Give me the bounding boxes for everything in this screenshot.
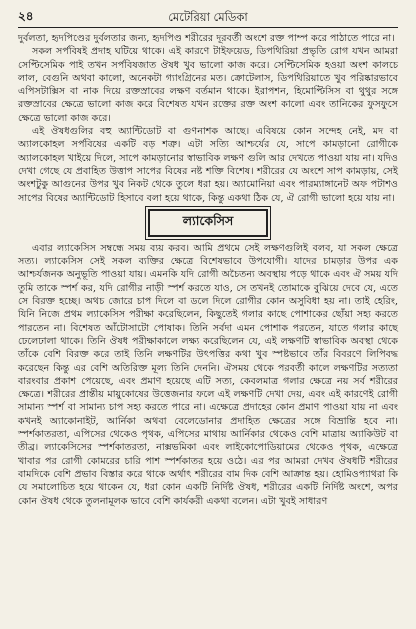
paragraph: এবার ল্যাকেসিস সম্বন্ধে সময় ব্যয় করব। আমি প্রথমে সেই লক্ষণগুলিই বলব, যা সকল ক্ষেত্রে সত্য। ল্যাকেসিস সেই সকল ব্যক্তির ক্ষেত্রে বিশেষভাবে উপযোগী। যাদের চামড়ার উপর এক আশ্চর্যজনক অনুভূতি পাওয়া যায়। এমনকি যদি রোগী অচৈতন্য অবস্থায় পড়ে থাকে এবং ঐ সময় যদি তুমি তাকে স্পর্শ কর, যদি রোগীর নাড়ী স্পর্শ করতে যাও, সে তখনই তোমাকে বুঝিয়ে দেবে যে, এতে সে বিরক্ত হচ্ছে। অথচ জোরে চাপ দিলে বা ডলে দিলে রোগীর কোন অসুবিধা হয় না। তাই হেরিং, যিনি নিজে প্রথম ল্যাকেসিস পরীক্ষা করেছিলেন, কিছুতেই গলার কাছে পোশাকের ছোঁয়া সহ্য করতে পারতেন না। বিশেষত আঁটোসাটো পোষাক। তিনি সর্বদা এমন পোশাক পরতেন, যাতে গলার কাছে ঢেলেঢালা থাকে। তিনি ঔষধ পরীক্ষাকালে লক্ষ্য করেছিলেন যে, এই লক্ষণটি স্বাভাবিক অবস্থা থেকে তাঁকে বেশি বিরক্ত করে তাই তিনি লক্ষণটির উৎপত্তির কথা খুব স্পষ্টভাবে তাঁর বিবরণে লিপিবদ্ধ করেছেন কিন্তু এর বেশি অতিরিক্ত মূল্য তিনি দেননি। ঐসময় থেকে পরবর্তী কালে লক্ষণটির সত্যতা বারংবার প্রকাশ পেয়েছে, এবং প্রমাণ হয়েছে এটি সত্য, কেবলমাত্র গলার ক্ষেত্রে নয় সর্ব শরীরের ক্ষেত্রে। শরীরের প্রান্তীয় মায়ুকোষের উত্তেজনার ফলে এই লক্ষণটি দেখা দেয়, এবং এই কারণেই রোগী সামান্য স্পর্শ বা সামান্য চাপ সহ্য করতে পারে না। এক্ষেত্রে প্রদাহের কোন প্রমাণ পাওয়া যায় না এবং কখনই অ্যাকোনাইট, আর্নিকা অথবা বেলেডোনার প্রদাহিত ক্ষেত্রের সঙ্গে বিভ্রান্তি হবে না। স্পর্শকাতরতা, এপিসের থেকেও পৃথক, এপিসের মাথায় আর্নিকার থেকেও বেশি মাত্রায় অ্যাকিউট বা তীব্র। ল্যাকেসিসের স্পর্শকাতরতা, নাক্সভমিকা এবং লাইকোপোডিয়ামের থেকেও পৃথক, এক্ষেত্রে খাবার পর রোগী কোমরের চারি পাশ স্পর্শকাতর হয়ে ওঠে। এর পর আমরা দেখব ঔষধটি শরীরের বামদিকে বেশি প্রভাব বিস্তার করে থাকে অর্থাৎ শরীরের বাম দিক বেশি আক্রান্ত হয়। হোমিওপ্যাথরা কি যে সমালোচিত হয়ে থাকেন যে, ধরা কোন একটি নির্দিষ্ট ঔষধ, শরীরের একটি নির্দিষ্ট অংশে, অপর কোন ঔষধ থেকে তুলনামূলক ভাবে বেশি কার্যকরী একথা বলেন। এটা খুবই সাধারণ [18,242,399,507]
running-title: মেটেরিয়া মেডিকা [168,10,248,24]
paragraph: সকল সর্পবিষই প্রদাহ ঘটিয়ে থাকে। এই কারণে টাইফয়েড, ডিপথিরিয়া প্রভৃতি রোগ যখন আমরা সেপ্টিসেমিক পাই তখন সর্পবিষজাত ঔষধ খুব ভালো কাজ করে। সেপ্টিসেমিক হওয়া অংশ কালচে লাল, বেগুনি অথবা কালো, অনেকটা গ্যাংগ্রিনের মত। ক্রোটেলাস, ডিপথিরিয়াতে খুব পরিষ্কারভাবে এপিসটাক্সিস বা নাক দিয়ে রক্তস্রাবের লক্ষণ বর্তমান থাকে। ইরাপশন, হিমোপ্টিসিস বা থুথুর সঙ্গে রক্তস্রাবের ক্ষেত্রে ভালো কাজ করে বিশেষত যখন রক্তের রক্ত অংশ কালো এবং তানিকের ফুসফুসে ক্ষেত্রে ভালো কাজ করে। [18,46,398,124]
page-number: ২৪ [18,9,34,23]
section-heading: ল্যাকেসিস [148,209,268,237]
paragraph: দুর্বলতা, হৃদপিণ্ডের দুর্বলতার জন্য, হৃদপিণ্ড শরীরের দূরবর্তী অংশে রক্ত পাম্প করে পাঠাতে পারে না। [18,33,395,44]
paragraph: এই ঔষধগুলির বহু অ্যান্টিডোট বা গুণনাশক আছে। এবিষয়ে কোন সন্দেহ নেই, মদ বা অ্যালকোহল সর্পবিষের একটি বড় শত্রু। এটা সত্যি আশ্চর্যের যে, সাপে কামড়ানো রোগীকে অ্যালকোহল খাইয়ে দিলে, সাপে কামড়ানোর স্বাভাবিক লক্ষণ গুলি আর দেখতে পাওয়া যায় না। যদিও দেখা গেছে যে প্রবাহিত উত্তাপ সাপের বিষের নষ্ট শক্তি বিশেষ। শরীরের যে অংশে সাপ কামড়ায়, সেই অংশটুকু আগুনের উপর খুব নিকট থেকে তুলে ধরা হয়। অ্যামোনিয়া এবং পারম্যাঙ্গানেট অফ পটাশও সাপের বিষের অ্যান্টিডোট হিসাবে বলা হয়ে থাকে, কিন্তু একথা ঠিক যে, ঐ রোগী ভালো হয়ে যায় না। [18,126,398,204]
